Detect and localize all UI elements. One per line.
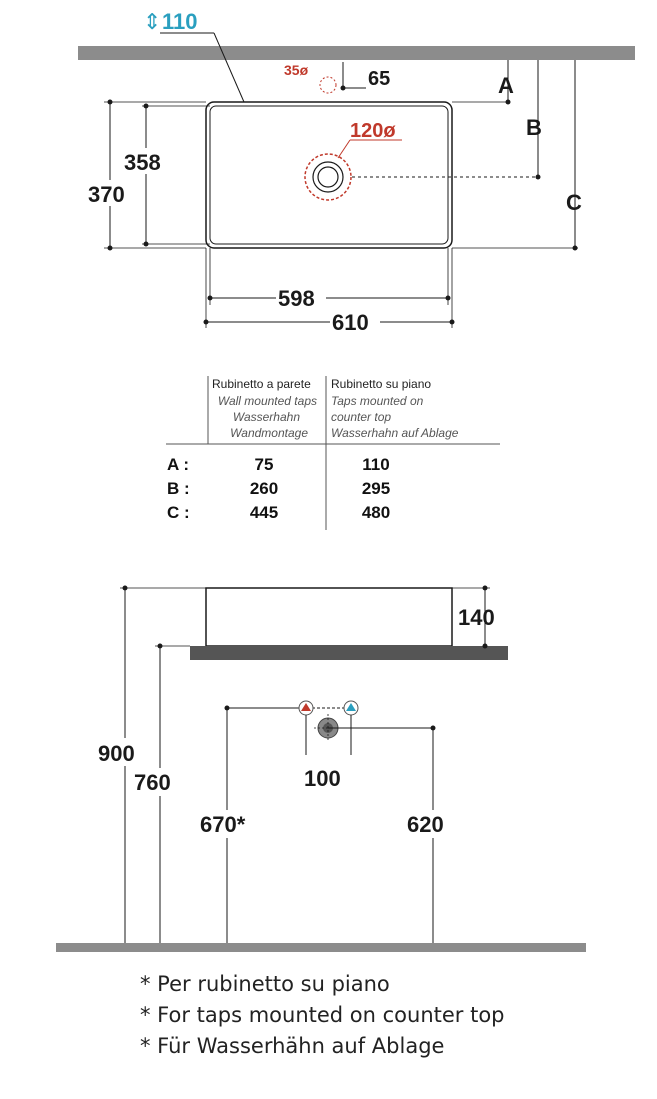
note-line-de: * Für Wasserhähn auf Ablage <box>140 1034 445 1058</box>
row-wall-value: 445 <box>249 503 279 522</box>
total-height-value: 900 <box>98 741 135 766</box>
row-label: B : <box>167 479 190 498</box>
row-wall-value: 75 <box>254 455 274 474</box>
abc-dimensions <box>452 60 582 251</box>
up-down-arrow-icon: ⇕ <box>143 10 162 35</box>
col1-header-de2: Wandmontage <box>230 426 308 440</box>
basin-outline-outer <box>206 102 452 248</box>
drain-diameter: 120ø <box>350 120 396 142</box>
depth-dimensions <box>86 100 210 251</box>
col1-header-en: Wall mounted taps <box>217 394 317 408</box>
inner-width-value: 598 <box>278 286 315 311</box>
col2-header-it: Rubinetto su piano <box>331 377 432 391</box>
top-view <box>78 9 635 335</box>
counter-height-value: 760 <box>134 770 171 795</box>
deck-offset-value: 110 <box>162 9 198 34</box>
table-row <box>167 503 390 522</box>
basin-outline-inner <box>210 106 448 244</box>
table-row <box>167 479 390 498</box>
note-line-en: * For taps mounted on counter top <box>140 1003 505 1027</box>
outer-depth-value: 370 <box>88 182 125 207</box>
row-wall-value: 260 <box>249 479 279 498</box>
tap-hole-diameter: 35ø <box>284 62 309 78</box>
row-counter-value: 480 <box>361 503 391 522</box>
tap-spacing-value: 100 <box>304 766 341 791</box>
label-b: B <box>526 115 542 140</box>
dimension-table <box>166 376 500 530</box>
tap-height-counter-value: 670* <box>200 812 246 837</box>
basin-height-value: 140 <box>458 605 495 630</box>
basin-side-outline <box>206 588 452 646</box>
note-line-it: * Per rubinetto su piano <box>140 972 390 996</box>
col2-header-en2: counter top <box>331 410 392 424</box>
wall-bar <box>78 46 635 60</box>
label-a: A <box>498 73 514 98</box>
drain <box>305 120 540 200</box>
table-row <box>167 455 390 474</box>
drain-height-value: 620 <box>407 812 444 837</box>
row-counter-value: 110 <box>362 455 390 474</box>
outer-width-value: 610 <box>332 310 369 335</box>
col2-header-de: Wasserhahn auf Ablage <box>331 426 459 440</box>
col1-header-it: Rubinetto a parete <box>212 377 311 391</box>
floor-bar <box>56 943 586 952</box>
row-counter-value: 295 <box>361 479 391 498</box>
width-dimensions <box>204 248 455 335</box>
inner-depth-value: 358 <box>124 150 161 175</box>
row-label: A : <box>167 455 190 474</box>
countertop <box>190 646 508 660</box>
col2-header-en1: Taps mounted on <box>331 394 424 408</box>
tap-hole-offset: 65 <box>368 68 391 90</box>
col1-header-de1: Wasserhahn <box>232 410 300 424</box>
label-c: C <box>566 190 582 215</box>
side-view <box>56 586 586 953</box>
tap-hole <box>284 62 390 93</box>
row-label: C : <box>167 503 190 522</box>
